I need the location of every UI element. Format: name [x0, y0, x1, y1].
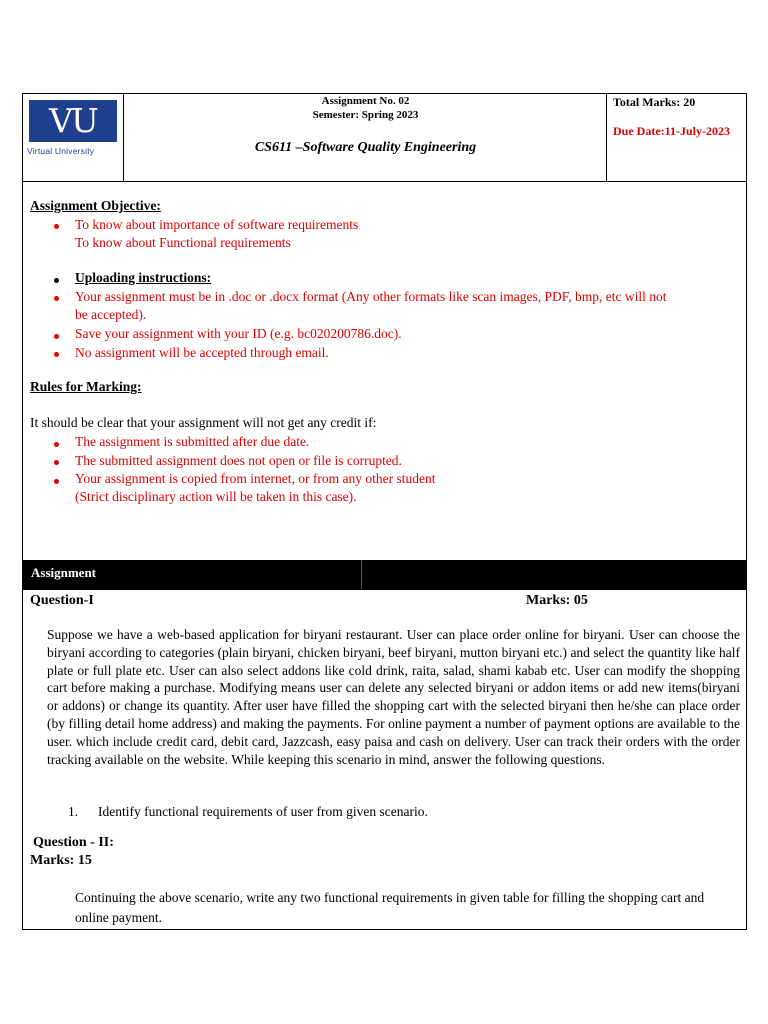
marks-cell: [607, 94, 746, 182]
bullet-icon: [54, 352, 59, 357]
logo-text: VU: [49, 101, 97, 140]
rules-item-2: The submitted assignment does not open or file is corrupted.: [75, 453, 402, 468]
objective-heading: Assignment Objective:: [30, 198, 161, 213]
rules-heading: Rules for Marking:: [30, 379, 142, 394]
question-2-marks: Marks: 15: [30, 853, 92, 868]
course-title: CS611 –Software Quality Engineering: [254, 140, 477, 155]
rules-intro: It should be clear that your assignment will not get any credit if:: [30, 415, 377, 430]
objective-line-2: To know about Functional requirements: [75, 235, 291, 250]
uploading-item-2: Save your assignment with your ID (e.g. bc020200786.doc).: [75, 326, 402, 341]
questions-section: [23, 589, 746, 929]
bullet-icon: [54, 296, 59, 301]
question-1-marks: Marks: 05: [526, 593, 588, 608]
bullet-icon: [54, 460, 59, 465]
logo-caption: Virtual University: [27, 146, 95, 156]
rules-item-1: The assignment is submitted after due date.: [75, 434, 310, 449]
numbered-item: [68, 804, 428, 820]
bullet-icon: [54, 334, 59, 339]
scenario-paragraph: Suppose we have a web-based application for biryani restaurant. User can place order online for biryani. User can choose the biryani according to categories (plain biryani, chicken biryani, beef biryani, mutton biryani etc.) and select the quantity like half plate or full plate etc. User can also select addons like cold drink, raita, salad, shami kabab etc. User can modify the shopping cart before making a purchase. Modifying means user can delete any selected biryani or addon items or add new items(biryani or addons) or change its quantity. After user have filled the shopping cart with the selected biryani then he/she can place order (by filling detail home address) and making the payments. For online payment a number of payment options are available to the user. which include credit card, debit card, Jazzcash, easy paisa and cash on delivery. User can track their orders with the order tracking available on the website. While keeping this scenario in mind, answer the following questions.: [47, 627, 740, 767]
assignment-bar: [23, 560, 746, 589]
university-logo: [29, 100, 117, 142]
question-1-title: Question-I: [30, 593, 94, 608]
bullet-icon: [54, 442, 59, 447]
due-date: Due Date:11-July-2023: [613, 124, 730, 138]
semester: Semester: Spring 2023: [312, 109, 419, 121]
header-table: [23, 94, 746, 182]
uploading-item-1-cont: be accepted).: [75, 307, 147, 322]
question-2-title: Question - II:: [33, 835, 114, 850]
total-marks: Total Marks: 20: [613, 95, 696, 109]
rules-item-3: Your assignment is copied from internet, or from any other student: [75, 471, 436, 486]
instructions-section: [23, 182, 746, 560]
assignment-number: Assignment No. 02: [321, 95, 410, 107]
bullet-icon: [54, 224, 59, 229]
question-2-text: Continuing the above scenario, write any two functional requirements in given table for filling the shopping cart and online payment.: [75, 890, 705, 925]
rules-item-3-note: (Strict disciplinary action will be taken in this case).: [75, 489, 357, 504]
objective-line-1: To know about importance of software requirements: [75, 217, 359, 232]
assignment-bar-label: Assignment: [31, 565, 97, 580]
bar-divider: [361, 560, 362, 589]
bullet-icon: [54, 278, 59, 283]
uploading-heading: Uploading instructions:: [75, 270, 212, 285]
uploading-item-3: No assignment will be accepted through email.: [75, 345, 329, 360]
uploading-item-1: Your assignment must be in .doc or .docx format (Any other formats like scan images, PDF, bmp, etc will not: [75, 289, 667, 304]
item-text: Identify functional requirements of user from given scenario.: [98, 804, 428, 819]
assignment-document: [22, 93, 747, 930]
title-cell: [124, 94, 607, 182]
bullet-icon: [54, 479, 59, 484]
logo-cell: [23, 94, 124, 182]
item-number: 1.: [68, 804, 79, 819]
